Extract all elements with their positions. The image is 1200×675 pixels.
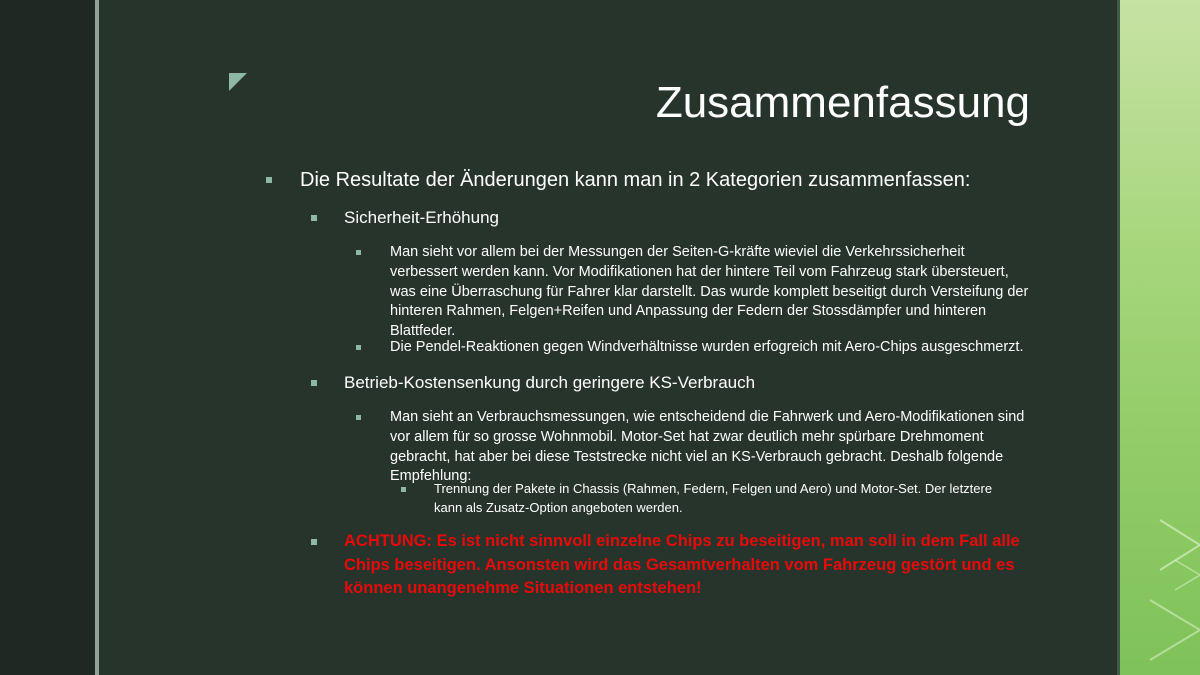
costs-subpoint-1: Trennung der Pakete in Chassis (Rahmen, Federn, Felgen und Aero) und Motor-Set. Der letztere kann als Zusatz-Option angeboten werden. — [434, 481, 993, 515]
slide-title: Zusammenfassung — [655, 78, 1030, 127]
chevron-decoration-icon — [1120, 0, 1200, 675]
bullet-icon — [356, 250, 361, 255]
category-heading-costs: Betrieb-Kostensenkung durch geringere KS-Verbrauch — [344, 373, 756, 392]
bullet-icon — [356, 345, 361, 350]
costs-point-1: Man sieht an Verbrauchsmessungen, wie entscheidend die Fahrwerk und Aero-Modifikationen sind vor allem für so grosse Wohnmobil. Motor-Set hat zwar deutlich mehr spürbare Drehmoment gebracht, hat aber bei diese Teststrecke nicht viel an KS-Verbrauch gebracht. Deshalb folgende Empfehlung: — [390, 409, 1025, 485]
bullet-icon — [311, 539, 317, 545]
category-heading-safety: Sicherheit-Erhöhung — [344, 208, 499, 227]
corner-triangle-icon — [229, 73, 247, 91]
warning-text: ACHTUNG: Es ist nicht sinnvoll einzelne Chips zu beseitigen, man soll in dem Fall alle Chips beseitigen. Ansonsten wird das Gesamtverhalten vom Fahrzeug gestört und es können unangenehme Situationen entstehen! — [344, 532, 1020, 597]
bullet-icon — [311, 380, 317, 386]
decorative-green-sidebar — [1120, 0, 1200, 675]
left-margin-panel — [0, 0, 95, 675]
bullet-icon — [356, 415, 361, 420]
intro-text: Die Resultate der Änderungen kann man in 2 Kategorien zusammenfassen: — [300, 169, 971, 191]
safety-point-1: Man sieht vor allem bei der Messungen der Seiten-G-kräfte wieviel die Verkehrssicherheit verbessert werden kann. Vor Modifikationen hat der hintere Teil vom Fahrzeug stark übersteuert, was eine Überraschung für Fahrer klar darstellt. Das wurde komplett beseitigt durch Versteifung der hinteren Rahmen, Felgen+Reifen und Anpassung der Federn der Stossdämpfer und hinteren Blattfeder. — [390, 244, 1029, 340]
bullet-icon — [266, 177, 272, 183]
bullet-icon — [401, 487, 406, 492]
bullet-icon — [311, 215, 317, 221]
safety-point-2: Die Pendel-Reaktionen gegen Windverhältnisse wurden erfogreich mit Aero-Chips ausgeschmerzt. — [390, 339, 1024, 355]
